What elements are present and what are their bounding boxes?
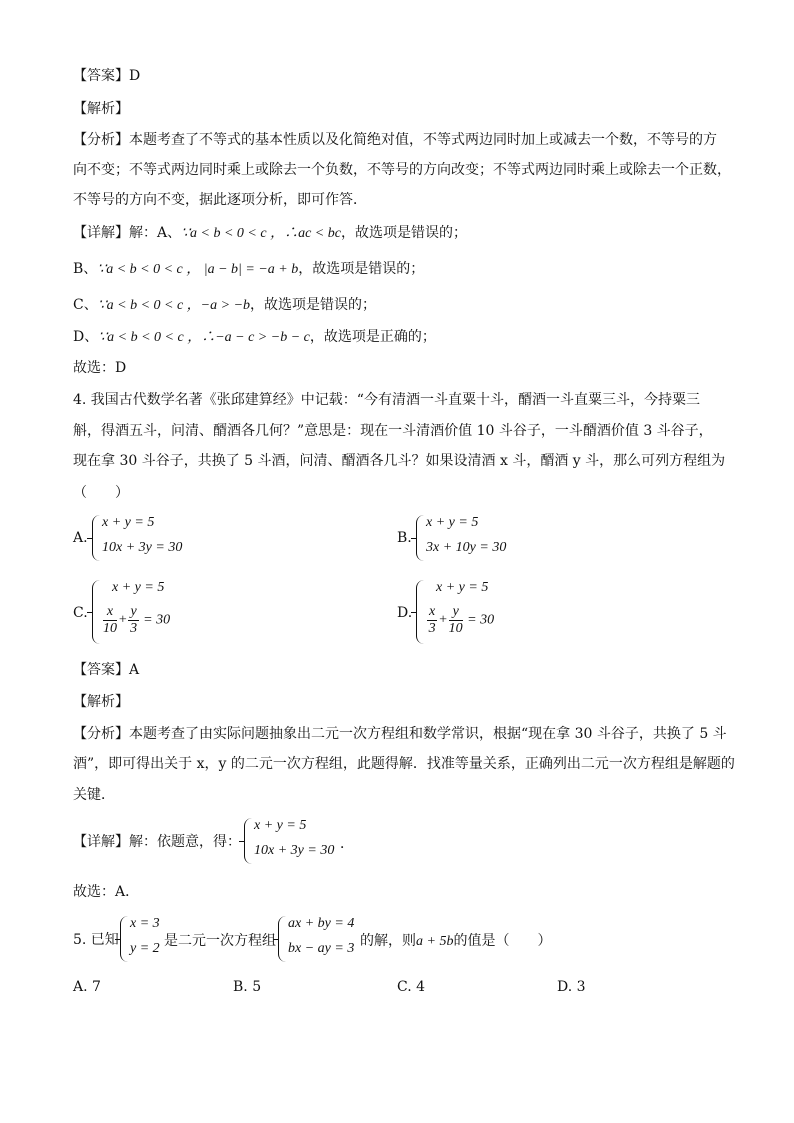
- q3-detail-a: [73, 223, 467, 244]
- detail-label: 【详解】: [73, 834, 129, 850]
- option-c-label: C.: [73, 605, 88, 621]
- fenxi-text: 本题考查了由实际问题抽象出二元一次方程组和数学常识，根据“现在拿 30 斗谷子，共换了 5 斗: [129, 726, 727, 742]
- q4-stem-line4: （ ）: [73, 485, 129, 501]
- q4-fenxi-line3: 关键．: [73, 787, 115, 803]
- equation: 3x + 10y = 30: [426, 540, 507, 555]
- equation: x + y = 5: [436, 580, 489, 595]
- option-b-label: B.: [397, 530, 412, 546]
- q3-fenxi-line3: 不等号的方向不变，据此逐项分析，即可作答．: [73, 192, 367, 208]
- fraction: $\frac{y}{3}$: [130, 604, 138, 636]
- q3-analysis-label: 【解析】: [73, 101, 129, 117]
- detail-label: 【详解】: [73, 225, 129, 241]
- fenxi-label: 【分析】: [73, 132, 129, 148]
- detail-a-math: ∵a < b < 0 < c ，∴ac < bc: [181, 226, 341, 241]
- equation: ax + by = 4: [288, 916, 355, 931]
- q5-stem-tail: 的解，则a + 5b的值是（ ）: [360, 933, 552, 949]
- q4-detail-system: [244, 818, 348, 864]
- fraction: $\frac{x}{10}$: [103, 604, 117, 636]
- q4-stem-line1: 4. 我国古代数学名著《张邱建算经》中记载：“今有清酒一斗直粟十斗，醑酒一斗直粟三斗，今持粟三: [73, 392, 700, 408]
- detail-b-post: ，故选项是错误的；: [298, 261, 425, 277]
- option-d-label: D.: [397, 605, 413, 621]
- brace: [92, 580, 101, 644]
- q3-choose: 故选：D: [73, 360, 127, 376]
- detail-c-math: ∵a < b < 0 < c ，−a > −b: [97, 298, 251, 313]
- equation: x + y = 5: [102, 515, 155, 530]
- detail-c-pre: C、: [73, 297, 98, 313]
- fraction: $\frac{y}{10}$: [448, 604, 463, 636]
- option-d-system: [416, 580, 566, 644]
- option-a-label: A.: [73, 530, 88, 546]
- q4-stem-line2: 斛，得酒五斗，问清、醑酒各几何？”意思是：现在一斗清酒价值 10 斗谷子，一斗醑酒价值 3 斗谷子，: [73, 423, 713, 439]
- expression: a + 5b: [416, 934, 454, 949]
- q5-stem-mid: 是二元一次方程组: [164, 933, 276, 949]
- detail-d-post: ，故选项是正确的；: [309, 329, 436, 345]
- detail-c-post: ，故选项是错误的；: [250, 297, 377, 313]
- equation: bx − ay = 3: [288, 941, 355, 956]
- q5-solution-system: [120, 916, 166, 962]
- equation: y = 2: [130, 941, 160, 956]
- detail-b-pre: B、: [73, 261, 98, 277]
- detail-b-math: ∵a < b < 0 < c ， |a − b| = −a + b: [97, 262, 299, 277]
- q4-answer-line: [73, 660, 139, 680]
- answer-label: 【答案】: [73, 662, 129, 678]
- equation: 10x + 3y = 30: [254, 843, 335, 858]
- q5-stem-pre: 5. 已知: [73, 932, 119, 948]
- q5-option-d: D. 3: [557, 979, 586, 995]
- brace: [416, 515, 425, 561]
- equation: x = 3: [130, 916, 160, 931]
- equation-fraction: $\frac{x}{3}$ + $\frac{y}{10}$ = 30: [428, 604, 495, 636]
- q3-answer-line: [73, 66, 140, 86]
- answer-label: 【答案】: [73, 68, 129, 84]
- q3-detail-d: [73, 327, 436, 348]
- q4-stem-line3: 现在拿 30 斗谷子，共换了 5 斗酒，问清、醑酒各几斗？如果设清酒 x 斗，醑酒 y 斗，那么可列方程组为: [73, 453, 726, 469]
- fenxi-text: 本题考查了不等式的基本性质以及化简绝对值，不等式两边同时加上或减去一个数，不等号的方: [129, 132, 717, 148]
- option-c-system: [92, 580, 242, 644]
- brace: [278, 916, 287, 962]
- q4-analysis-label: 【解析】: [73, 694, 129, 710]
- equation: 10x + 3y = 30: [102, 540, 183, 555]
- brace: [244, 818, 253, 864]
- detail-end-mark: ．: [340, 836, 354, 852]
- q3-detail-c: [73, 295, 376, 316]
- brace: [92, 515, 101, 561]
- q5-equation-system: [278, 916, 362, 962]
- detail-d-pre: D、: [73, 329, 99, 345]
- brace: [416, 580, 425, 644]
- q3-fenxi-line1: [73, 130, 717, 150]
- equation: x + y = 5: [426, 515, 479, 530]
- answer-value: D: [129, 68, 141, 84]
- fenxi-label: 【分析】: [73, 726, 129, 742]
- fraction: $\frac{x}{3}$: [428, 604, 436, 636]
- q3-fenxi-line2: 向不变；不等式两边同时乘上或除去一个负数，不等号的方向改变；不等式两边同时乘上或除去一个正数，: [73, 162, 731, 178]
- option-a-system: [92, 515, 242, 561]
- q5-option-a: A. 7: [73, 979, 101, 995]
- q5-option-b: B. 5: [233, 979, 262, 995]
- q4-fenxi-line2: 酒”，即可得出关于 x，y 的二元一次方程组，此题得解．找准等量关系，正确列出二元一次方程组是解题的: [73, 756, 735, 772]
- q5-option-c: C. 4: [397, 979, 426, 995]
- answer-value: A: [129, 662, 140, 678]
- option-b-system: [416, 515, 566, 561]
- q4-fenxi-line1: [73, 724, 727, 744]
- equation-fraction: $\frac{x}{10}$ + $\frac{y}{3}$ = 30: [103, 604, 171, 636]
- q4-choose: 故选：A．: [73, 884, 140, 900]
- detail-text: 解：依题意，得：: [129, 834, 241, 850]
- equation: x + y = 5: [254, 818, 307, 833]
- detail-a-post: ，故选项是错误的；: [340, 225, 467, 241]
- q4-detail-line: [73, 832, 241, 852]
- brace: [120, 916, 129, 962]
- q3-detail-b: [73, 259, 424, 280]
- detail-a-pre: 解：A、: [129, 225, 182, 241]
- equation: x + y = 5: [112, 580, 165, 595]
- detail-d-math: ∵a < b < 0 < c ，∴−a − c > −b − c: [98, 330, 310, 345]
